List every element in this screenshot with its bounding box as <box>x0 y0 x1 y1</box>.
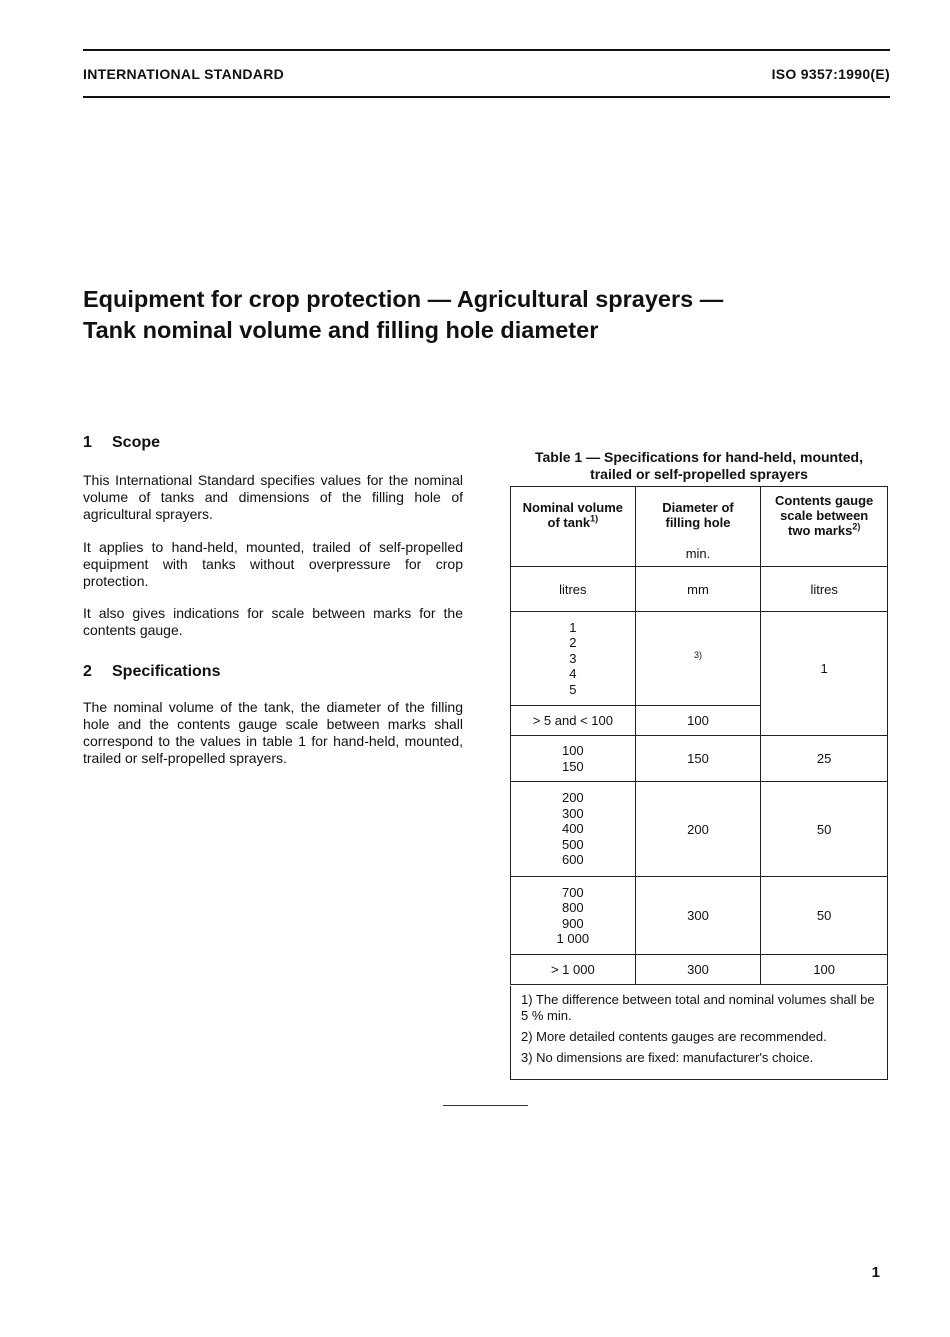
gauge-cell: 1 <box>761 612 888 736</box>
gauge-cell: 100 <box>761 955 888 985</box>
table-row <box>511 877 888 955</box>
table-row <box>511 612 888 706</box>
table-row <box>511 955 888 985</box>
header-gauge-line-1: Contents gauge <box>775 493 874 508</box>
volume-value: 4 <box>569 666 577 682</box>
volume-cell <box>511 877 636 955</box>
title-line-1: Equipment for crop protection — Agricultural sprayers — <box>83 286 724 312</box>
footnote-1: 1) The difference between total and nominal volumes shall be 5 % min. <box>521 992 875 1023</box>
header-nominal-volume-line-1: Nominal volume <box>522 500 624 515</box>
volume-value: 600 <box>561 852 584 868</box>
scope-paragraph-1: This International Standard specifies values for the nominal volume of tanks and dimensions of the filling hole of agricultural sprayers. <box>83 472 463 522</box>
table-units-row <box>511 567 888 612</box>
diameter-cell: 150 <box>635 736 761 782</box>
volume-cell: > 1 000 <box>511 955 636 985</box>
scope-paragraph-2: It applies to hand-held, mounted, trailed of self-propelled equipment with tanks without overpressure for crop protection. <box>83 539 463 589</box>
unit-litres-gauge: litres <box>761 567 888 612</box>
header-gauge-line-3 <box>761 523 887 538</box>
volume-value: 200 <box>561 790 584 806</box>
volume-value: 500 <box>561 836 584 852</box>
volume-value: 5 <box>569 681 577 697</box>
table-caption-line-2: trailed or self-propelled sprayers <box>590 466 808 482</box>
diameter-cell-footnote-ref: 3) <box>635 612 761 706</box>
volume-value: 800 <box>561 900 584 915</box>
title-line-2: Tank nominal volume and filling hole diameter <box>83 317 599 343</box>
volume-value: 900 <box>561 915 584 931</box>
specifications-title: Specifications <box>112 663 221 680</box>
footnote-ref-1: 1) <box>590 513 599 524</box>
table-caption-line-1: Table 1 — Specifications for hand-held, mounted, <box>535 449 863 465</box>
table-caption <box>510 449 888 483</box>
footnote-2: 2) More detailed contents gauges are recommended. <box>521 1029 827 1044</box>
volume-cell <box>511 736 636 782</box>
table-footnotes <box>510 986 888 1080</box>
specifications-heading <box>83 663 220 681</box>
volume-value: 400 <box>561 821 584 837</box>
table-header-row <box>511 487 888 567</box>
scope-paragraph-3: It also gives indications for scale between marks for the contents gauge. <box>83 605 463 638</box>
header-standard-type: INTERNATIONAL STANDARD <box>83 66 285 82</box>
header-diameter-line-2: filling hole <box>665 515 731 530</box>
scope-title: Scope <box>112 434 161 451</box>
document-title <box>83 284 883 346</box>
diameter-cell: 300 <box>635 955 761 985</box>
gauge-cell: 25 <box>761 736 888 782</box>
footer-short-rule <box>443 1105 528 1106</box>
header-top-rule <box>83 49 890 51</box>
diameter-cell: 200 <box>635 782 761 877</box>
diameter-cell: 100 <box>635 706 761 736</box>
header-nominal-volume-text: of tank <box>547 515 591 530</box>
volume-cell: > 5 and < 100 <box>511 706 636 736</box>
header-standard-number: ISO 9357:1990(E) <box>771 66 890 82</box>
diameter-cell: 300 <box>635 877 761 955</box>
volume-value: 3 <box>569 650 577 666</box>
footnote-3: 3) No dimensions are fixed: manufacturer's choice. <box>521 1050 814 1065</box>
header-nominal-volume <box>511 487 636 567</box>
header-gauge-line-2: scale between <box>780 508 869 523</box>
specifications-paragraph: The nominal volume of the tank, the diameter of the filling hole and the contents gauge scale between marks shall correspond to the values in table 1 for hand-held, mounted, trailed or self-propelled sprayers. <box>83 699 463 766</box>
table-row <box>511 736 888 782</box>
page-number: 1 <box>871 1264 880 1281</box>
volume-value: 1 000 <box>556 931 590 946</box>
table-row <box>511 782 888 877</box>
scope-heading <box>83 434 160 452</box>
volume-value: 300 <box>561 805 584 821</box>
volume-value: 1 <box>569 619 577 635</box>
header-bottom-rule <box>83 96 890 98</box>
specifications-number: 2 <box>83 663 92 680</box>
header-nominal-volume-line-2 <box>511 515 635 530</box>
footnote-ref-2: 2) <box>852 521 861 532</box>
scope-number: 1 <box>83 434 92 451</box>
volume-value: 2 <box>569 635 577 651</box>
volume-value: 100 <box>561 743 584 758</box>
gauge-cell: 50 <box>761 877 888 955</box>
header-gauge-text: two marks <box>788 523 853 538</box>
volume-cell <box>511 612 636 706</box>
specifications-table <box>510 486 888 985</box>
volume-value: 700 <box>561 884 584 900</box>
volume-cell <box>511 782 636 877</box>
unit-litres-volume: litres <box>511 567 636 612</box>
header-diameter-line-1: Diameter of <box>662 500 734 515</box>
gauge-cell: 50 <box>761 782 888 877</box>
header-contents-gauge <box>761 487 888 567</box>
unit-mm: mm <box>635 567 761 612</box>
header-diameter-min: min. <box>685 546 711 561</box>
header-filling-hole-diameter <box>635 487 761 567</box>
volume-value: 150 <box>561 758 584 774</box>
